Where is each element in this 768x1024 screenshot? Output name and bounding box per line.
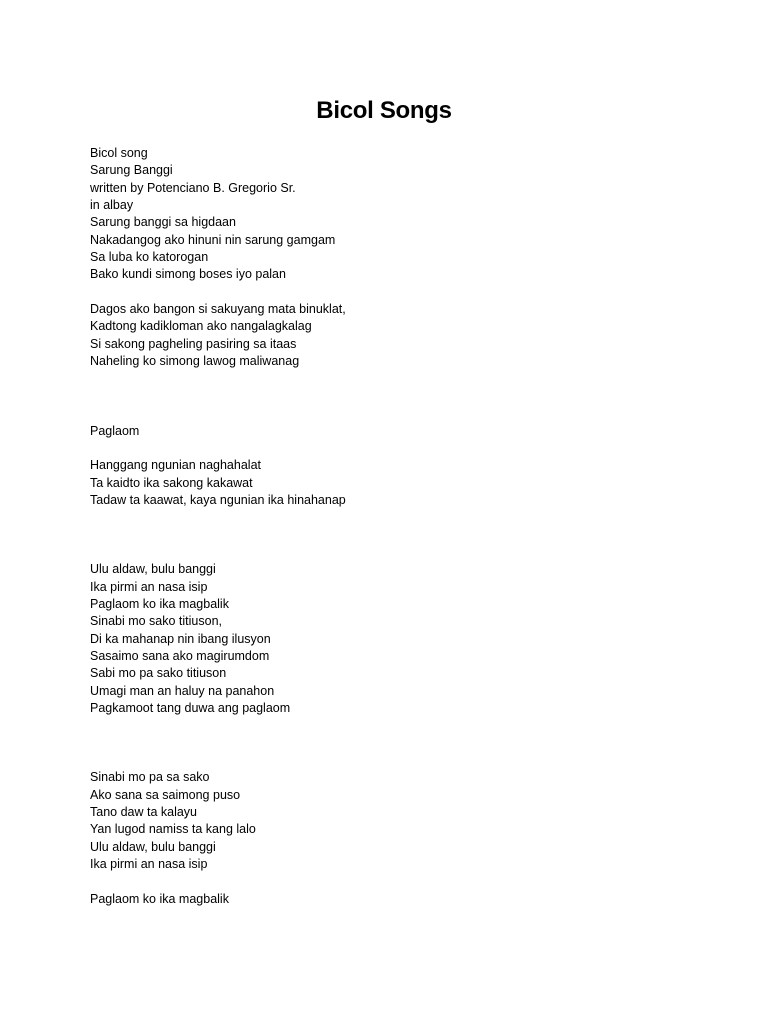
- lyric-line: Di ka mahanap nin ibang ilusyon: [90, 631, 271, 646]
- lyric-line: Sa luba ko katorogan: [90, 250, 209, 265]
- lyric-line: Paglaom: [90, 423, 140, 438]
- lyric-line: Ta kaidto ika sakong kakawat: [90, 475, 253, 490]
- lyric-line: in albay: [90, 198, 134, 213]
- lyric-line: Nakadangog ako hinuni nin sarung gamgam: [90, 232, 336, 247]
- lyric-line: Paglaom ko ika magbalik: [90, 596, 229, 611]
- blank-line: [90, 544, 710, 561]
- blank-line: [90, 527, 710, 544]
- lyric-line: Tano daw ta kalayu: [90, 805, 198, 820]
- lyric-line: Ulu aldaw, bulu banggi: [90, 839, 216, 854]
- lyric-line: Ika pirmi an nasa isip: [90, 579, 208, 594]
- lyric-line: Tadaw ta kaawat, kaya ngunian ika hinahanap: [90, 492, 346, 507]
- lyric-line: Sarung banggi sa higdaan: [90, 215, 236, 230]
- lyric-line: Dagos ako bangon si sakuyang mata binuklat,: [90, 302, 346, 317]
- blank-line: [90, 509, 710, 526]
- page-title: Bicol Songs: [316, 97, 452, 124]
- blank-line: [90, 405, 710, 422]
- lyric-line: Ika pirmi an nasa isip: [90, 857, 208, 872]
- blank-line: [90, 717, 710, 734]
- lyric-line: Sabi mo pa sako titiuson: [90, 666, 227, 681]
- blank-line: [90, 735, 710, 752]
- lyric-line: Yan lugod namiss ta kang lalo: [90, 822, 256, 837]
- lyrics-body: [90, 145, 710, 908]
- blank-line: [90, 284, 710, 301]
- blank-line: [90, 752, 710, 769]
- lyric-line: Paglaom ko ika magbalik: [90, 891, 229, 906]
- lyric-line: Naheling ko simong lawog maliwanag: [90, 354, 300, 369]
- lyric-line: Bako kundi simong boses iyo palan: [90, 267, 286, 282]
- lyric-line: Ako sana sa saimong puso: [90, 787, 241, 802]
- lyric-line: Hanggang ngunian naghahalat: [90, 458, 261, 473]
- lyric-line: written by Potenciano B. Gregorio Sr.: [90, 180, 296, 195]
- lyric-line: Bicol song: [90, 146, 148, 160]
- lyric-line: Si sakong pagheling pasiring sa itaas: [90, 336, 297, 351]
- blank-line: [90, 388, 710, 405]
- lyric-line: Umagi man an haluy na panahon: [90, 683, 275, 698]
- blank-line: [90, 440, 710, 457]
- lyric-line: Sarung Banggi: [90, 163, 173, 178]
- lyric-line: Ulu aldaw, bulu banggi: [90, 562, 216, 577]
- blank-line: [90, 873, 710, 890]
- lyric-line: Sinabi mo sako titiuson,: [90, 614, 223, 629]
- lyric-line: Kadtong kadikloman ako nangalagkalag: [90, 319, 312, 334]
- lyric-line: Pagkamoot tang duwa ang paglaom: [90, 701, 291, 715]
- lyric-line: Sasaimo sana ako magirumdom: [90, 648, 270, 663]
- lyric-line: Sinabi mo pa sa sako: [90, 770, 210, 785]
- blank-line: [90, 370, 710, 387]
